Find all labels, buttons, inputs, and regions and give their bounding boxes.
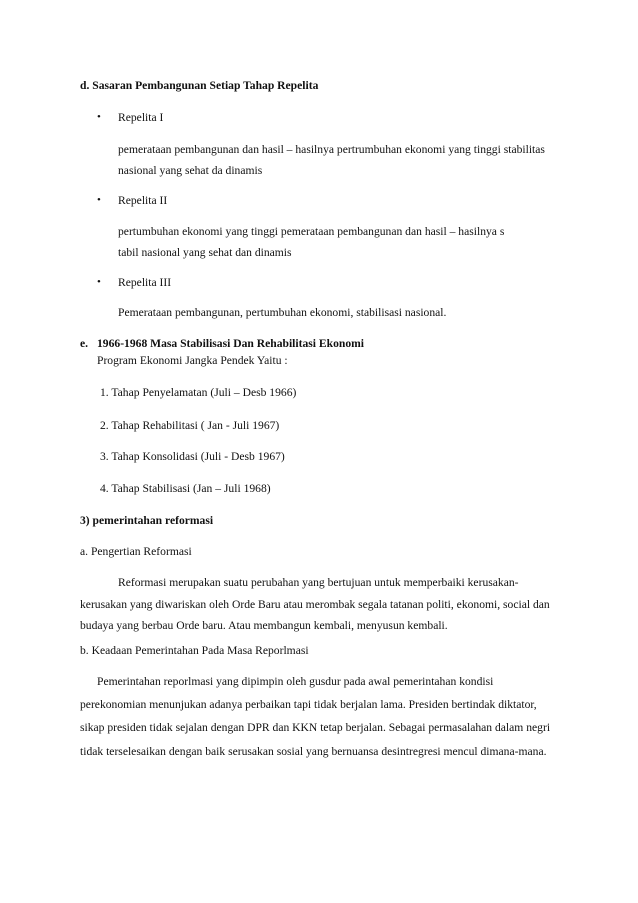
reformasi-line-3: budaya yang berbau Orde baru. Atau membangun kembali, menyusun kembali. [80,619,448,632]
tahap-item-3: 3. Tahap Konsolidasi (Juli - Desb 1967) [100,450,285,463]
tahap-item-2: 2. Tahap Rehabilitasi ( Jan - Juli 1967) [100,419,280,432]
repelita-2-line-2: tabil nasional yang sehat dan dinamis [118,246,292,259]
keadaan-line-1: Pemerintahan reporlmasi yang dipimpin oleh gusdur pada awal pemerintahan kondisi [97,675,494,688]
keadaan-line-3: sikap presiden tidak sejalan dengan DPR dan KKN tetap berjalan. Sebagai permasalahan dalam negri [80,721,551,734]
bullet-repelita-2: • [97,194,101,206]
reformasi-heading: a. Pengertian Reformasi [80,545,192,558]
bullet-repelita-1: • [97,111,101,123]
section-d-heading: d. Sasaran Pembangunan Setiap Tahap Repelita [80,79,319,92]
keadaan-line-4: tidak terselesaikan dengan baik serusakan sosial yang bernuansa desintregresi mencul dimana-mana. [80,745,547,758]
tahap-item-1: 1. Tahap Penyelamatan (Juli – Desb 1966) [100,386,297,399]
section-e-subheading: Program Ekonomi Jangka Pendek Yaitu : [97,354,288,367]
repelita-1-line-2: nasional yang sehat da dinamis [118,164,263,177]
repelita-2-title: Repelita II [118,194,168,207]
bullet-repelita-3: • [97,276,101,288]
repelita-2-line-1: pertumbuhan ekonomi yang tinggi pemerataan pembangunan dan hasil – hasilnya s [118,225,505,238]
section-e-label: e. [80,337,89,350]
section-3-heading: 3) pemerintahan reformasi [80,514,214,527]
repelita-1-title: Repelita I [118,111,164,124]
repelita-3-title: Repelita III [118,276,172,289]
reformasi-line-2: kerusakan yang diwariskan oleh Orde Baru atau merombak segala tatanan politi, ekonomi, social dan [80,598,550,611]
tahap-item-4: 4. Tahap Stabilisasi (Jan – Juli 1968) [100,482,271,495]
keadaan-line-2: perekonomian menunjukan adanya perbaikan tapi tidak berjalan lama. Presiden bertindak diktator, [80,698,537,711]
section-e-heading: 1966-1968 Masa Stabilisasi Dan Rehabilitasi Ekonomi [97,337,365,350]
repelita-1-line-1: pemerataan pembangunan dan hasil – hasilnya pertrumbuhan ekonomi yang tinggi stabilitas [118,143,545,156]
keadaan-heading: b. Keadaan Pemerintahan Pada Masa Reporlmasi [80,644,309,657]
reformasi-line-1: Reformasi merupakan suatu perubahan yang bertujuan untuk memperbaiki kerusakan- [118,576,519,589]
repelita-3-line-1: Pemerataan pembangunan, pertumbuhan ekonomi, stabilisasi nasional. [118,306,447,319]
